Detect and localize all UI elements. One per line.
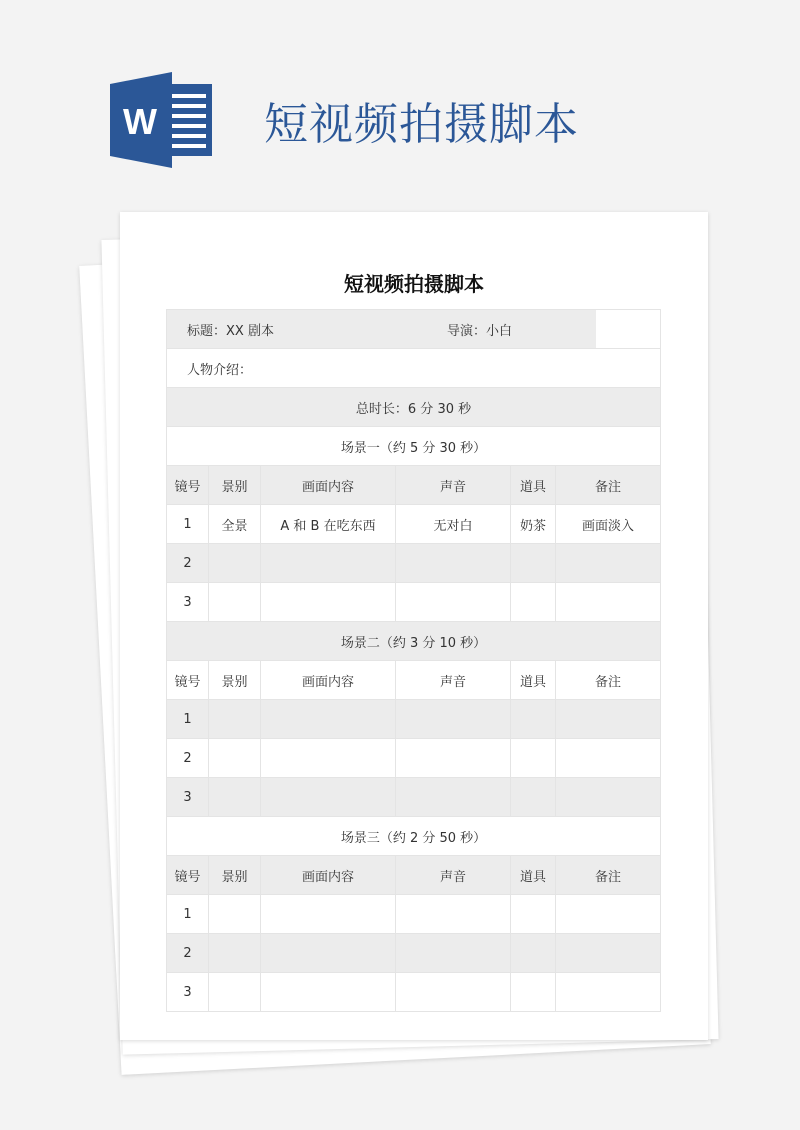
table-cell[interactable] — [556, 973, 661, 1012]
characters-field: 人物介绍： — [167, 349, 661, 388]
table-cell[interactable] — [396, 700, 511, 739]
table-cell[interactable] — [261, 544, 396, 583]
table-cell[interactable]: 1 — [167, 895, 209, 934]
table-cell[interactable] — [261, 583, 396, 622]
table-cell[interactable] — [556, 895, 661, 934]
table-cell[interactable] — [209, 700, 261, 739]
column-header: 画面内容 — [261, 661, 396, 700]
table-cell[interactable] — [396, 973, 511, 1012]
title-field: 标题：XX 剧本 — [167, 310, 511, 349]
scene-label: 场景二（约 3 分 10 秒） — [167, 622, 661, 661]
column-header: 备注 — [556, 856, 661, 895]
table-cell[interactable]: A 和 B 在吃东西 — [261, 505, 396, 544]
column-header: 声音 — [396, 856, 511, 895]
table-cell[interactable] — [396, 544, 511, 583]
column-header: 道具 — [511, 856, 556, 895]
table-cell[interactable]: 3 — [167, 778, 209, 817]
column-header: 景别 — [209, 661, 261, 700]
table-cell[interactable] — [209, 895, 261, 934]
table-cell[interactable] — [261, 739, 396, 778]
table-cell[interactable] — [556, 778, 661, 817]
scene-row — [167, 622, 661, 661]
table-cell[interactable] — [261, 934, 396, 973]
table-cell[interactable] — [396, 895, 511, 934]
table-row — [167, 739, 661, 778]
table-cell[interactable] — [209, 934, 261, 973]
column-header: 镜号 — [167, 661, 209, 700]
table-cell[interactable]: 2 — [167, 934, 209, 973]
word-logo-icon — [110, 72, 214, 168]
table-cell[interactable] — [396, 778, 511, 817]
table-cell[interactable] — [556, 700, 661, 739]
table-row — [167, 895, 661, 934]
table-cell[interactable]: 1 — [167, 700, 209, 739]
column-header-row — [167, 661, 661, 700]
table-cell[interactable]: 3 — [167, 583, 209, 622]
column-header: 景别 — [209, 466, 261, 505]
column-header: 声音 — [396, 466, 511, 505]
table-cell[interactable] — [209, 739, 261, 778]
table-cell[interactable] — [511, 934, 556, 973]
table-cell[interactable]: 画面淡入 — [556, 505, 661, 544]
table-cell[interactable] — [261, 973, 396, 1012]
scene-label: 场景一（约 5 分 30 秒） — [167, 427, 661, 466]
table-cell[interactable] — [209, 583, 261, 622]
table-cell[interactable] — [209, 544, 261, 583]
table-cell[interactable] — [261, 778, 396, 817]
table-cell[interactable] — [261, 895, 396, 934]
table-cell[interactable]: 无对白 — [396, 505, 511, 544]
document-page — [120, 212, 708, 1040]
table-cell[interactable] — [396, 583, 511, 622]
table-cell[interactable] — [511, 700, 556, 739]
table-cell[interactable] — [396, 934, 511, 973]
table-cell[interactable] — [511, 895, 556, 934]
column-header: 道具 — [511, 661, 556, 700]
table-cell[interactable]: 2 — [167, 739, 209, 778]
scene-label: 场景三（约 2 分 50 秒） — [167, 817, 661, 856]
svg-text:W: W — [123, 101, 157, 142]
total-duration: 总时长：6 分 30 秒 — [167, 388, 661, 427]
table-row — [167, 973, 661, 1012]
document-title: 短视频拍摄脚本 — [344, 272, 484, 296]
column-header-row — [167, 466, 661, 505]
table-cell[interactable] — [261, 700, 396, 739]
header-title: 短视频拍摄脚本 — [264, 99, 579, 150]
column-header: 备注 — [556, 466, 661, 505]
table-cell[interactable] — [511, 778, 556, 817]
column-header: 道具 — [511, 466, 556, 505]
table-cell[interactable] — [511, 739, 556, 778]
column-header: 镜号 — [167, 466, 209, 505]
table-row — [167, 934, 661, 973]
table-row — [167, 583, 661, 622]
table-cell[interactable] — [511, 973, 556, 1012]
column-header: 画面内容 — [261, 856, 396, 895]
column-header: 画面内容 — [261, 466, 396, 505]
table-cell[interactable] — [556, 583, 661, 622]
table-cell[interactable] — [209, 778, 261, 817]
column-header-row — [167, 856, 661, 895]
table-row — [167, 505, 661, 544]
column-header: 景别 — [209, 856, 261, 895]
column-header: 声音 — [396, 661, 511, 700]
table-cell[interactable] — [556, 544, 661, 583]
column-header: 备注 — [556, 661, 661, 700]
table-cell[interactable] — [556, 739, 661, 778]
table-cell[interactable]: 1 — [167, 505, 209, 544]
table-cell[interactable]: 全景 — [209, 505, 261, 544]
script-table — [166, 309, 661, 1012]
scene-row — [167, 817, 661, 856]
table-cell[interactable] — [556, 934, 661, 973]
table-cell[interactable]: 2 — [167, 544, 209, 583]
table-cell[interactable] — [511, 583, 556, 622]
table-cell[interactable]: 3 — [167, 973, 209, 1012]
scene-row — [167, 427, 661, 466]
table-row — [167, 700, 661, 739]
table-cell[interactable] — [511, 544, 556, 583]
table-cell[interactable] — [209, 973, 261, 1012]
table-row — [167, 778, 661, 817]
table-cell[interactable]: 奶茶 — [511, 505, 556, 544]
table-cell[interactable] — [396, 739, 511, 778]
table-row — [167, 544, 661, 583]
column-header: 镜号 — [167, 856, 209, 895]
director-field: 导演：小白 — [447, 310, 597, 349]
